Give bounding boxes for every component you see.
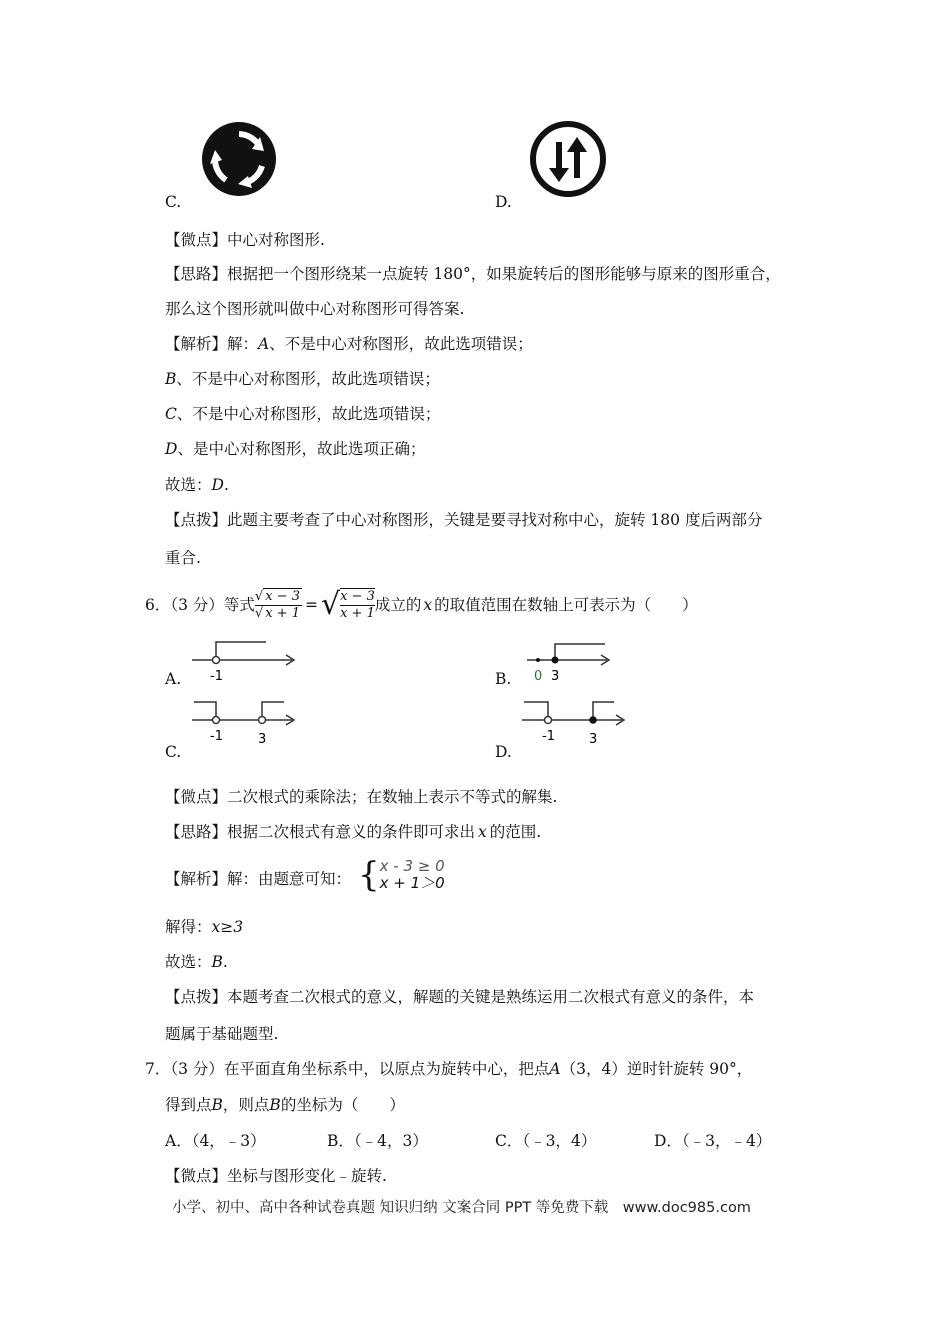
q5-jiexi-letter: A bbox=[258, 335, 270, 353]
q5-line-d bbox=[165, 439, 425, 459]
q6-option-a-label: A. bbox=[165, 670, 182, 688]
q6-option-c-label: C. bbox=[165, 743, 182, 761]
q6-jiexi: 【解析】解：由题意可知： bbox=[165, 870, 352, 888]
q5-answer-value: D bbox=[211, 476, 224, 494]
q6-option-d-label: D. bbox=[495, 743, 512, 761]
q6-jiede-value: x≥3 bbox=[211, 918, 244, 936]
q6-stem-end: 的取值范围在数轴上可表示为（ ） bbox=[434, 596, 698, 614]
q6-ineq-2: x + 1＞0 bbox=[379, 874, 445, 892]
q6-var: x bbox=[423, 596, 433, 614]
q6-jiede-label: 解得： bbox=[165, 918, 212, 936]
q6-dianbo-line2: 题属于基础题型. bbox=[165, 1025, 279, 1043]
q7-stem-2-pre: 得到点 bbox=[165, 1096, 212, 1114]
q6-ineq-1: x - 3 ≥ 0 bbox=[379, 857, 445, 875]
q6-a-label-neg1: -1 bbox=[210, 669, 223, 684]
q6-inequality-system bbox=[358, 855, 445, 895]
roundabout-sign-icon bbox=[200, 120, 278, 198]
q5-line-b bbox=[165, 369, 440, 389]
q6-answer-label: 故选： bbox=[165, 953, 212, 971]
q6-option-c-number-line bbox=[190, 696, 300, 746]
q7-stem-2-post: 的坐标为（ ） bbox=[280, 1096, 405, 1114]
q7-option-c: C．（﹣3，4） bbox=[495, 1132, 597, 1150]
q7-option-b: B．（﹣4，3） bbox=[327, 1132, 428, 1150]
q5-jiexi-line bbox=[165, 334, 533, 354]
q5-silu-line2: 那么这个图形就叫做中心对称图形可得答案. bbox=[165, 300, 465, 318]
q6-b-label-3: 3 bbox=[551, 669, 560, 684]
q5-jiexi-label: 【解析】解： bbox=[165, 335, 259, 353]
q6-option-b-number-line bbox=[525, 638, 615, 684]
q6-option-b-label: B. bbox=[495, 670, 512, 688]
q6-brace: { bbox=[358, 855, 380, 895]
q5-dianbo-line1: 【点拨】此题主要考查了中心对称图形，关键是要寻找对称中心，旋转 180 度后两部分 bbox=[165, 511, 763, 529]
q6-d-label-3: 3 bbox=[589, 732, 598, 746]
q5-jiexi-text: 、不是中心对称图形，故此选项错误； bbox=[269, 335, 533, 353]
q5-weidian: 【微点】中心对称图形. bbox=[165, 231, 325, 249]
q6-answer: 故选：B. bbox=[165, 953, 228, 971]
q5-option-c-label: C. bbox=[165, 193, 182, 211]
q7-stem-line2 bbox=[165, 1095, 405, 1115]
q6-stem bbox=[145, 583, 698, 627]
q5-line-b-letter: B bbox=[165, 370, 177, 388]
q5-option-d-label: D. bbox=[495, 193, 512, 211]
q6-right-radical: √ $\frac{x - 3}{x + 1}$ bbox=[320, 587, 375, 622]
q5-dianbo-line2: 重合. bbox=[165, 549, 201, 567]
q6-equals: = bbox=[304, 596, 318, 614]
q7-stem-2-mid: ，则点 bbox=[222, 1096, 270, 1114]
q6-d-label-neg1: -1 bbox=[542, 729, 555, 744]
q5-line-c-text: 、不是中心对称图形，故此选项错误； bbox=[176, 405, 441, 423]
q6-option-d-number-line bbox=[520, 696, 630, 746]
q6-left-fraction: $\frac{√ x - 3}{√ x + 1}$ bbox=[254, 588, 300, 621]
q6-left-numerator: x − 3 bbox=[265, 588, 300, 604]
q6-stem-mid: 成立的 bbox=[374, 596, 422, 614]
q7-stem-line1 bbox=[145, 1059, 752, 1079]
q6-number: 6．（3 分）等式 bbox=[145, 596, 255, 614]
q6-silu-post: 的范围. bbox=[489, 823, 542, 841]
q5-line-c-letter: C bbox=[165, 405, 177, 423]
q7-stem-1-pre: 7．（3 分）在平面直角坐标系中，以原点为旋转中心，把点 bbox=[145, 1060, 550, 1078]
q7-point-b: B bbox=[211, 1096, 223, 1114]
q6-right-denominator: x + 1 bbox=[340, 606, 375, 621]
q5-answer-label: 故选： bbox=[165, 476, 212, 494]
q6-c-label-3: 3 bbox=[258, 732, 267, 746]
q6-silu-pre: 【思路】根据二次根式有意义的条件即可求出 bbox=[165, 823, 476, 841]
q6-silu-var: x bbox=[478, 823, 487, 841]
q7-point-b-2: B bbox=[269, 1096, 281, 1114]
q6-weidian: 【微点】二次根式的乘除法；在数轴上表示不等式的解集. bbox=[165, 788, 558, 806]
q6-answer-value: B bbox=[211, 953, 223, 971]
q5-silu-line1: 【思路】根据把一个图形绕某一点旋转 180°，如果旋转后的图形能够与原来的图形重合， bbox=[165, 265, 781, 283]
q6-jiede bbox=[165, 917, 243, 937]
q5-answer: 故选：D. bbox=[165, 476, 229, 494]
q7-option-d: D．（﹣3，﹣4） bbox=[654, 1132, 772, 1150]
page-footer: 小学、初中、高中各种试卷真题 知识归纳 文案合同 PPT 等免费下载 www.doc985.com bbox=[172, 1200, 751, 1216]
two-way-arrows-sign-icon bbox=[528, 120, 608, 198]
q5-line-d-letter: D bbox=[165, 440, 178, 458]
q7-stem-1-post: （3，4）逆时针旋转 90°， bbox=[560, 1060, 753, 1078]
q6-option-a-number-line bbox=[190, 636, 300, 684]
q6-left-denominator: x + 1 bbox=[265, 605, 300, 621]
q6-b-label-0: 0 bbox=[534, 669, 543, 684]
q6-right-numerator: x − 3 bbox=[340, 589, 375, 604]
q5-line-d-text: 、是中心对称图形，故此选项正确； bbox=[177, 440, 426, 458]
q7-point-a: A bbox=[549, 1060, 561, 1078]
q6-c-label-neg1: -1 bbox=[210, 729, 223, 744]
q5-line-b-text: 、不是中心对称图形，故此选项错误； bbox=[176, 370, 440, 388]
q7-option-a: A．（4，﹣3） bbox=[165, 1132, 266, 1150]
q6-dianbo-line1: 【点拨】本题考查二次根式的意义，解题的关键是熟练运用二次根式有意义的条件，本 bbox=[165, 988, 755, 1006]
q6-silu bbox=[165, 822, 541, 842]
q7-weidian: 【微点】坐标与图形变化﹣旋转. bbox=[165, 1167, 387, 1185]
q5-line-c bbox=[165, 404, 440, 424]
